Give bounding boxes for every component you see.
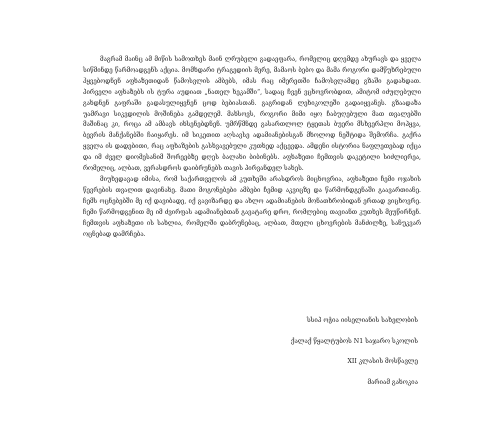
school-location-line: ქალაქ წყალტუბოს N1 საჯარო სკოლის [290, 337, 418, 345]
school-name-line: სსიპ ოჭია იისელიანის სახელობის [306, 317, 418, 324]
grade-line: XII კლასის მოსწავლე [347, 358, 418, 365]
paragraph-2: მიუხედავად იმისა, რომ საქართველოს ამ კუთხეში არასდროს მიცხოვრია, აფხაზეთი ჩემი ოჯახის წევრების თვალით დავინახე. მათი მოგონებები ამბები ჩემიდ აკვიცზე და წარმონდგენაში გაავართიანე. ჩემს ოცნებებში მე იქ დავიბადე, იქ გავიზარდე და ახლო ადამიანების მონათხრობიდან ერთად ვიცხოვრე. ჩემი წარმოდგენით მე იმ ძვირფას ადამიანებთან გავატარე დრო, რომლებიც თავიანთ კუთხეს მეუწირნენ. ჩემთვის აფხაზეთი ის სახლია, რომელში დაბრუნებაც, ალბათ, მთელი ცხოვრების მანძილზე, სანუკვარ ოცნებად დამრჩება. [83, 175, 421, 238]
essay-body [83, 55, 421, 240]
paragraph-1: მაგრამ მაინც ამ მიწის სამოთხეს მაინ ლრუბელი გადაეფარა, რომელიც დღემდე ახურავს და ყველა სიწმინდე წარმოადგენს აქცია. მომხდარი ტრაგედიის მერე, მამაოს ბებო და მამა როგორი დამწუხრებული ჰყვებოდნენ აფხაზეთიდან წამოსვლის ამბებს, იმას რაც იმერეთში ჩამოსვლამდე გზაში გადახდათ. პირველი აფხაზებს ის ტურა აუდიათ „ნათელ ხეკამში“, სადაც ჩვენ ვცხოვრობდით, ამიტომ იძულებული გახდნენ გაფრაში გადასულიყვნენ ცოდ ბებიასთან. გაგრიდან ლეხიკოლეში გადაიყვანეს. გზაადაზა უამრავი სიკვდილის მოშინება გამდელემ. მახსოვს, როგორი მიმი იყო ჩაბუღებული მათ თვალებში მაშინაც კი, როცა ამ ამბავს იხსენებდნენ. უმრწმნდე გასართლოლ ტყეთას ბუერი მსხვერპლი მოპყვა, ბევრის მანქანებში ჩაიყარეს. იმ სიკეთით აღსავსე ადამიანებისგან მხოლოდ ნეშტიდა შემორჩა. გაქრა ყველა ის დადებითი, რაც აფხაზების გასხვავებული კუთხედ აქცევდა. ამდენი ისტორია ნაფლეთებად იქცა და იმ ძველ დიომესანიმ შორეებზე დღეს ბალახი ბიბინებს. აფხაზეთი ჩემთვის დაკეტილი სიძლიერეა, რომელიც, ალბათ, ვერასდროს დაიბრუნებს თავის პირვანდელ სახეს. [83, 56, 421, 173]
author-signature-block [291, 311, 418, 393]
author-name: მარიამ გახოკია [367, 378, 418, 386]
